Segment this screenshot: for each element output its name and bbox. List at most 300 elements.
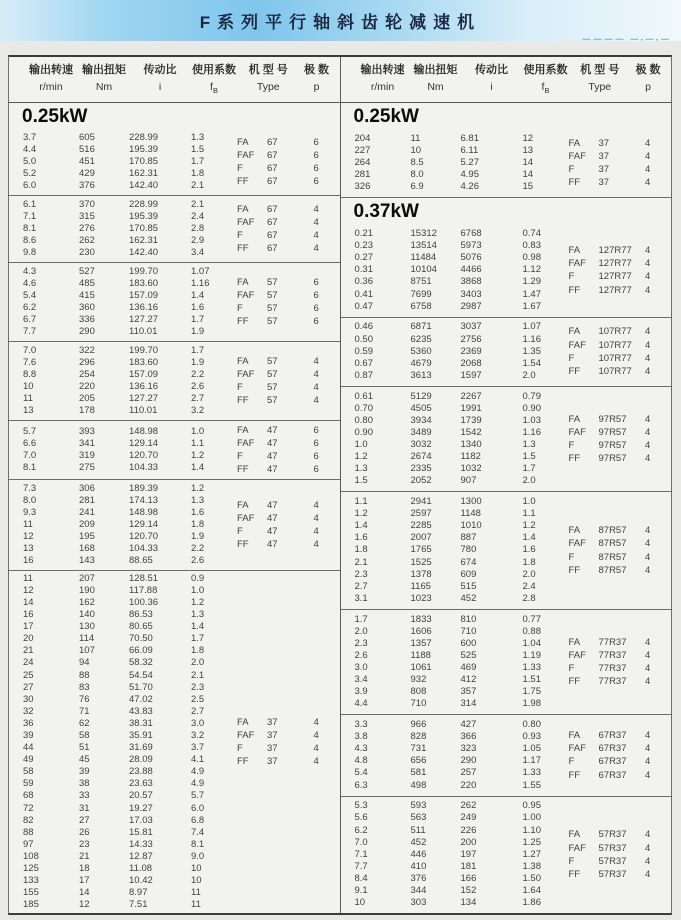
table-row [23, 462, 237, 474]
pole-count: 4 [645, 339, 651, 351]
cell-ratio: 23.63 [129, 778, 153, 790]
data-rows [23, 424, 237, 476]
cell-speed: 12 [23, 531, 34, 543]
model-prefix: FAF [237, 513, 255, 525]
pole-count: 4 [645, 855, 651, 867]
table-row [23, 657, 237, 669]
pole-count: 6 [313, 149, 319, 161]
cell-torque: 190 [79, 584, 95, 596]
model-size: 57R37 [598, 829, 627, 841]
model-prefix: FF [237, 464, 249, 476]
pole-count: 4 [645, 636, 651, 648]
table-row [355, 873, 569, 885]
cell-ratio: 148.98 [129, 425, 159, 437]
cell-torque: 58 [79, 730, 90, 742]
model-list [569, 227, 668, 313]
cell-torque: 23 [79, 838, 90, 850]
cell-ratio: 15.81 [129, 826, 153, 838]
cell-speed: 3.9 [354, 686, 368, 698]
cell-ratio: 174.13 [129, 495, 159, 506]
table-row [23, 585, 237, 597]
cell-speed: 1.0 [354, 439, 368, 451]
column-header-band [9, 57, 340, 103]
pole-count: 4 [645, 829, 651, 841]
model-list [237, 199, 336, 259]
cell-service-factor: 2.7 [191, 393, 205, 405]
cell-ratio: 127.27 [129, 393, 159, 405]
model-row [237, 216, 332, 229]
model-size: 107R77 [598, 352, 632, 364]
model-prefix: FAF [237, 729, 255, 741]
cell-ratio: 4.95 [460, 169, 479, 181]
model-row [237, 450, 332, 463]
cell-ratio: 136.16 [129, 302, 159, 314]
cell-service-factor: 9.0 [191, 850, 205, 862]
table-row [355, 334, 569, 346]
cell-service-factor: 0.74 [522, 228, 541, 240]
cell-service-factor: 6.0 [191, 802, 205, 814]
power-section-label: 0.37kW [353, 201, 419, 223]
cell-ratio: 6.11 [460, 145, 479, 157]
cell-torque: 6235 [410, 333, 432, 345]
cell-ratio: 28.09 [129, 754, 153, 766]
pole-count: 6 [313, 136, 319, 148]
table-row [355, 427, 569, 439]
cell-torque: 656 [410, 755, 427, 767]
cell-service-factor: 1.33 [522, 767, 541, 779]
cell-service-factor: 0.88 [522, 625, 541, 637]
cell-service-factor: 1.3 [191, 131, 205, 143]
cell-speed: 4.3 [354, 743, 368, 755]
data-rows [355, 613, 569, 711]
column-header: 传动比 [475, 64, 508, 76]
model-size: 67 [267, 216, 278, 228]
table-row [355, 837, 569, 849]
pole-count: 6 [313, 464, 319, 476]
model-row [237, 716, 332, 729]
cell-speed: 0.70 [354, 402, 373, 414]
model-size: 47 [267, 464, 278, 476]
cell-speed: 8.4 [354, 872, 368, 884]
pole-count: 4 [645, 769, 651, 781]
cell-speed: 1.4 [354, 520, 368, 532]
model-prefix: FAF [568, 842, 586, 854]
model-prefix: FAF [237, 368, 255, 380]
cell-torque: 262 [79, 235, 95, 247]
cell-service-factor: 1.55 [522, 779, 541, 791]
cell-speed: 7.7 [23, 326, 37, 338]
model-prefix: F [568, 551, 575, 563]
cell-ratio: 427 [460, 719, 477, 731]
table-row [23, 156, 237, 168]
model-row [237, 437, 332, 450]
cell-service-factor: 1.3 [191, 495, 205, 506]
cell-speed: 11 [23, 572, 33, 584]
table-row [23, 223, 237, 235]
cell-torque: 220 [79, 380, 95, 392]
cell-service-factor: 1.75 [522, 686, 541, 698]
data-rows [23, 199, 237, 259]
cell-torque: 11484 [410, 252, 437, 264]
cell-torque: 511 [410, 824, 426, 836]
cell-torque: 162 [79, 596, 95, 608]
column-unit-subscript: B [212, 86, 218, 96]
table-body [9, 103, 340, 913]
model-row [569, 755, 664, 768]
pole-count: 6 [313, 176, 319, 188]
cell-service-factor: 4.9 [191, 778, 205, 790]
cell-speed: 1.2 [354, 451, 368, 463]
cell-torque: 710 [410, 698, 427, 710]
cell-service-factor: 2.1 [191, 198, 205, 210]
cell-service-factor: 5.7 [191, 790, 205, 802]
table-row [23, 730, 237, 742]
model-size: 47 [267, 499, 278, 511]
model-size: 57 [267, 395, 278, 407]
model-size: 87R57 [598, 538, 627, 550]
pole-count: 4 [645, 525, 651, 537]
model-row [237, 512, 332, 525]
model-row [569, 426, 664, 439]
table-row [23, 543, 237, 555]
model-row [237, 742, 332, 755]
spec-table-right [340, 57, 672, 913]
cell-ratio: 2267 [460, 390, 482, 402]
cell-torque: 12 [79, 899, 90, 911]
model-prefix: FAF [237, 149, 255, 161]
cell-ratio: 1739 [460, 414, 482, 426]
model-row [569, 675, 664, 688]
column-units-row [355, 79, 666, 99]
cell-speed: 2.3 [354, 637, 368, 649]
cell-torque: 88 [79, 669, 90, 681]
pole-count: 4 [645, 271, 651, 283]
cell-service-factor: 14 [522, 157, 534, 169]
model-size: 37 [598, 150, 610, 162]
model-row [569, 176, 664, 189]
cell-ratio: 23.88 [129, 766, 153, 778]
pole-count: 4 [645, 413, 651, 425]
cell-speed: 5.0 [23, 156, 37, 168]
cell-speed: 8.6 [23, 235, 37, 247]
cell-torque: 6871 [410, 321, 432, 333]
model-row [569, 365, 664, 378]
cell-torque: 429 [79, 168, 95, 180]
cell-speed: 1.8 [354, 544, 368, 556]
spec-block [341, 387, 672, 491]
model-row [237, 538, 332, 551]
cell-speed: 5.4 [23, 289, 37, 301]
cell-ratio: 323 [460, 743, 477, 755]
model-row [237, 355, 332, 368]
model-row [237, 242, 332, 255]
pole-count: 4 [645, 150, 651, 162]
model-row [569, 551, 664, 564]
cell-service-factor: 2.4 [191, 210, 205, 222]
cell-speed: 3.1 [354, 592, 368, 604]
model-list [569, 800, 668, 911]
model-prefix: F [237, 303, 243, 314]
cell-ratio: 887 [460, 532, 477, 544]
cell-service-factor: 1.67 [522, 300, 541, 312]
table-row [23, 290, 237, 302]
cell-ratio: 200 [460, 836, 477, 848]
table-row [23, 851, 237, 863]
cell-service-factor: 4.1 [191, 754, 205, 766]
table-row [23, 180, 237, 192]
cell-torque: 15312 [410, 228, 437, 240]
model-prefix: FA [237, 424, 249, 436]
model-row [569, 257, 664, 270]
cell-service-factor: 1.86 [522, 897, 541, 909]
cell-ratio: 907 [460, 475, 477, 487]
cell-ratio: 257 [460, 767, 477, 779]
cell-speed: 88 [23, 826, 34, 838]
cell-torque: 5129 [410, 390, 432, 402]
model-size: 57 [267, 303, 278, 314]
cell-torque: 209 [79, 519, 95, 531]
model-prefix: FAF [568, 649, 586, 661]
table-row [355, 897, 569, 909]
column-header: 传动比 [143, 64, 177, 76]
cell-service-factor: 2.6 [191, 555, 205, 567]
cell-service-factor: 1.4 [191, 462, 205, 474]
model-row [237, 463, 332, 476]
model-size: 57 [267, 368, 278, 380]
model-size: 57R37 [598, 855, 627, 867]
model-prefix: FF [237, 316, 249, 328]
pole-count: 4 [313, 243, 319, 255]
cell-ratio: 3037 [460, 321, 482, 333]
cell-speed: 3.4 [354, 674, 368, 686]
cell-service-factor: 1.7 [191, 156, 205, 168]
cell-service-factor: 1.98 [522, 698, 541, 710]
pole-count: 4 [645, 676, 651, 688]
table-row [23, 483, 237, 495]
pole-count: 6 [313, 424, 319, 436]
table-row [355, 415, 569, 427]
cell-speed: 1.6 [354, 532, 368, 544]
cell-service-factor: 1.4 [191, 289, 205, 301]
model-size: 67R37 [598, 769, 627, 781]
table-row [23, 495, 237, 507]
cell-speed: 185 [23, 899, 39, 911]
model-list [569, 321, 668, 383]
cell-torque: 13514 [410, 240, 437, 252]
model-prefix: FAF [568, 258, 586, 270]
cell-speed: 25 [23, 669, 34, 681]
cell-torque: 3934 [410, 414, 432, 426]
model-row [237, 424, 332, 437]
model-prefix: F [568, 271, 575, 283]
model-size: 97R57 [598, 413, 627, 425]
model-prefix: FF [568, 769, 581, 781]
table-row [23, 278, 237, 290]
pole-count: 6 [313, 303, 319, 314]
table-row [23, 863, 237, 875]
data-rows [23, 132, 237, 192]
spec-block [341, 224, 672, 316]
cell-torque: 336 [79, 314, 95, 326]
cell-speed: 8.1 [23, 462, 37, 474]
cell-speed: 7.0 [354, 836, 368, 848]
model-list [237, 574, 336, 910]
cell-ratio: 469 [460, 662, 477, 674]
cell-speed: 0.59 [354, 345, 373, 357]
cell-service-factor: 7.4 [191, 826, 205, 838]
model-prefix: FF [237, 395, 249, 407]
table-row [23, 597, 237, 609]
cell-ratio: 5973 [460, 240, 482, 252]
model-row [569, 439, 664, 452]
table-row [23, 645, 237, 657]
cell-speed: 30 [23, 693, 34, 705]
cell-ratio: 17.03 [129, 814, 153, 826]
cell-speed: 7.6 [23, 356, 37, 368]
spec-block [9, 196, 340, 262]
cell-torque: 393 [79, 425, 95, 437]
cell-ratio: 314 [460, 698, 477, 710]
cell-ratio: 609 [460, 568, 477, 580]
cell-service-factor: 2.0 [522, 568, 536, 580]
model-size: 77R37 [598, 649, 627, 661]
table-row [23, 682, 237, 694]
pole-count: 4 [645, 164, 651, 176]
cell-torque: 2335 [410, 463, 432, 475]
cell-service-factor: 1.0 [191, 425, 205, 437]
pole-count: 4 [645, 453, 651, 465]
cell-speed: 82 [23, 814, 34, 826]
table-row [355, 698, 569, 710]
table-row [355, 812, 569, 824]
column-header-band [341, 57, 672, 103]
table-row [23, 531, 237, 543]
model-prefix: FA [568, 525, 581, 537]
model-row [237, 149, 332, 162]
column-unit: i [158, 81, 162, 93]
model-prefix: F [237, 451, 243, 463]
cell-service-factor: 1.4 [522, 532, 536, 544]
cell-service-factor: 0.80 [522, 719, 541, 731]
cell-speed: 11 [23, 393, 33, 405]
cell-service-factor: 1.35 [522, 345, 541, 357]
table-row [23, 168, 237, 180]
cell-torque: 130 [79, 621, 95, 633]
table-row [23, 199, 237, 211]
table-row [355, 240, 569, 252]
cell-speed: 0.41 [354, 288, 373, 300]
cell-torque: 114 [79, 633, 95, 645]
spec-block [341, 797, 672, 914]
table-row [355, 228, 569, 240]
cell-speed: 4.3 [23, 265, 37, 277]
table-row [355, 755, 569, 767]
cell-service-factor: 1.17 [522, 755, 541, 767]
cell-speed: 6.2 [23, 302, 37, 314]
cell-service-factor: 1.2 [191, 450, 205, 462]
cell-ratio: 170.85 [129, 223, 159, 234]
cell-ratio: 1300 [460, 496, 482, 508]
table-row [355, 370, 569, 382]
cell-speed: 16 [23, 609, 34, 621]
cell-torque: 303 [410, 897, 427, 909]
model-size: 37 [267, 756, 278, 768]
model-prefix: F [237, 526, 243, 538]
cell-speed: 281 [354, 169, 371, 181]
cell-torque: 593 [410, 800, 427, 812]
model-prefix: FF [237, 539, 249, 551]
cell-torque: 107 [79, 645, 95, 657]
column-header: 机 型 号 [580, 64, 620, 76]
cell-torque: 62 [79, 717, 90, 729]
cell-torque: 451 [79, 156, 95, 168]
table-row [23, 670, 237, 682]
pole-count: 4 [313, 539, 319, 551]
pole-count: 4 [645, 663, 651, 675]
cell-torque: 306 [79, 482, 95, 494]
cell-service-factor: 1.5 [522, 451, 536, 463]
cell-service-factor: 0.83 [522, 240, 541, 252]
cell-torque: 8.5 [410, 157, 424, 169]
cell-service-factor: 0.9 [191, 572, 205, 584]
model-size: 47 [267, 526, 278, 538]
cell-torque: 17 [79, 875, 90, 887]
table-row [355, 638, 569, 650]
cell-service-factor: 12 [522, 132, 534, 144]
cell-torque: 2007 [410, 532, 432, 544]
cell-torque: 581 [410, 767, 427, 779]
model-prefix: F [237, 743, 243, 755]
cell-service-factor: 10 [191, 863, 202, 875]
cell-speed: 20 [23, 633, 34, 645]
model-prefix: FA [237, 355, 249, 367]
model-prefix: FF [237, 243, 249, 255]
cell-ratio: 226 [460, 824, 477, 836]
cell-speed: 0.46 [354, 321, 373, 333]
cell-torque: 376 [79, 180, 95, 192]
cell-torque: 1378 [410, 568, 432, 580]
table-row [355, 825, 569, 837]
cell-torque: 410 [410, 860, 427, 872]
cell-ratio: 134 [460, 897, 477, 909]
cell-torque: 605 [79, 131, 95, 143]
cell-ratio: 129.14 [129, 438, 159, 449]
cell-speed: 0.31 [354, 264, 373, 276]
model-row [237, 394, 332, 407]
table-row [355, 496, 569, 508]
table-row [355, 252, 569, 264]
cell-speed: 27 [23, 681, 34, 693]
model-row [569, 537, 664, 550]
model-row [237, 276, 332, 289]
cell-service-factor: 2.0 [522, 475, 536, 487]
cell-speed: 1.7 [354, 613, 368, 625]
cell-service-factor: 1.7 [522, 463, 536, 475]
table-row [355, 731, 569, 743]
cell-service-factor: 1.9 [191, 531, 205, 543]
table-row [23, 633, 237, 645]
cell-service-factor: 1.8 [191, 519, 205, 531]
column-header: 输出扭矩 [413, 64, 458, 76]
cell-speed: 9.8 [23, 247, 37, 259]
cell-service-factor: 1.29 [522, 276, 541, 288]
cell-speed: 2.1 [354, 556, 368, 568]
spec-block [9, 129, 340, 195]
cell-torque: 1061 [410, 662, 432, 674]
table-row [355, 145, 569, 157]
cell-service-factor: 2.1 [191, 180, 205, 192]
cell-service-factor: 14 [522, 169, 534, 181]
